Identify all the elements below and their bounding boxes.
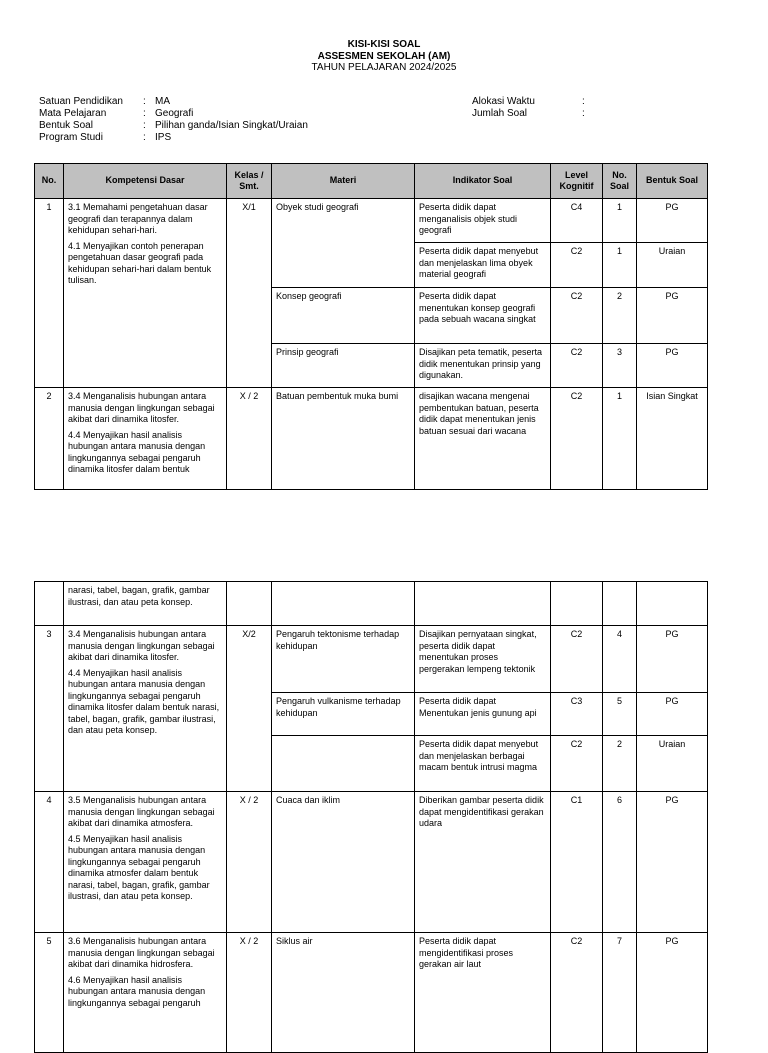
kd-text: 4.6 Menyajikan hasil analisis hubungan antara manusia dengan lingkungannya sebagai pengaruh <box>68 974 206 1008</box>
meta-row <box>39 132 308 144</box>
meta-value: Pilihan ganda/Isian Singkat/Uraian <box>155 120 308 131</box>
no-soal-cell <box>603 582 637 626</box>
meta-row <box>472 108 594 120</box>
kisi-table-page-2 <box>34 581 708 1053</box>
kd-text: 3.1 Memahami pengetahuan dasar geografi dan terapannya dalam kehidupan sehari-hari. <box>68 202 208 235</box>
meta-sep: : <box>143 108 146 119</box>
bentuk-soal-cell: PG <box>637 288 708 344</box>
materi-cell: Siklus air <box>272 933 415 1053</box>
doc-title: KISI-KISI SOAL <box>347 39 421 50</box>
kelas-cell <box>227 582 272 626</box>
table-header-row <box>35 164 708 199</box>
bentuk-soal-cell: PG <box>637 626 708 693</box>
meta-value: Geografi <box>155 108 194 119</box>
indikator-cell: Diberikan gambar peserta didik dapat mengidentifikasi gerakan udara <box>415 792 551 933</box>
meta-value: MA <box>155 96 170 107</box>
header-no-soal: No. Soal <box>603 164 637 199</box>
materi-cell: Pengaruh vulkanisme terhadap kehidupan <box>272 693 415 736</box>
meta-sep: : <box>143 96 146 107</box>
bentuk-soal-cell: PG <box>637 199 708 243</box>
bentuk-soal-cell: Uraian <box>637 243 708 288</box>
meta-row <box>39 96 308 108</box>
kelas-cell: X / 2 <box>227 388 272 490</box>
no-soal-cell: 4 <box>603 626 637 693</box>
materi-cell: Batuan pembentuk muka bumi <box>272 388 415 490</box>
indikator-cell: disajikan wacana mengenai pembentukan batuan, peserta didik dapat menentukan jenis batuan sesuai dari wacana <box>415 388 551 490</box>
bentuk-soal-cell <box>637 582 708 626</box>
kelas-cell: X/2 <box>227 626 272 792</box>
doc-subtitle: ASSESMEN SEKOLAH (AM) <box>317 50 451 62</box>
kd-text: 4.5 Menyajikan hasil analisis hubungan antara manusia dengan lingkungannya sebagai pengaruh dinamika atmosfer dalam bentuk narasi, tabel, bagan, grafik, gambar ilustrasi, dan atau peta konsep. <box>68 833 210 901</box>
table-row <box>35 933 708 1053</box>
indikator-cell: Disajikan pernyataan singkat, peserta didik dapat menentukan proses pergerakan lempeng tektonik <box>415 626 551 693</box>
meta-label: Bentuk Soal <box>39 120 93 131</box>
level-cell: C4 <box>551 199 603 243</box>
meta-right <box>472 96 594 120</box>
indikator-cell: Peserta didik dapat menentukan konsep geografi pada sebuah wacana singkat <box>415 288 551 344</box>
bentuk-soal-cell: PG <box>637 344 708 388</box>
materi-cell: Konsep geografi <box>272 288 415 344</box>
level-cell: C2 <box>551 243 603 288</box>
meta-row <box>39 120 308 132</box>
indikator-cell: Peserta didik dapat mengidentifikasi proses gerakan air laut <box>415 933 551 1053</box>
kd-text: 3.4 Menganalisis hubungan antara manusia dengan lingkungan sebagai akibat dari dinamika litosfer. <box>68 391 215 424</box>
row-no: 3 <box>35 626 64 792</box>
meta-left <box>39 96 308 144</box>
indikator-cell <box>415 582 551 626</box>
kd-text: 4.1 Menyajikan contoh penerapan pengetahuan dasar geografi pada kehidupan sehari-hari dalam bentuk tulisan. <box>68 240 212 285</box>
row-no: 2 <box>35 388 64 490</box>
kompetensi-dasar-cell <box>64 388 227 490</box>
materi-cell: Pengaruh tektonisme terhadap kehidupan <box>272 626 415 693</box>
meta-row <box>472 96 594 108</box>
no-soal-cell: 1 <box>603 243 637 288</box>
header-materi: Materi <box>272 164 415 199</box>
no-soal-cell: 3 <box>603 344 637 388</box>
doc-year: TAHUN PELAJARAN 2024/2025 <box>311 62 457 73</box>
level-cell: C3 <box>551 693 603 736</box>
materi-cell <box>272 736 415 792</box>
indikator-cell: Peserta didik dapat menyebut dan menjelaskan lima obyek material geografi <box>415 243 551 288</box>
table-row <box>35 582 708 626</box>
bentuk-soal-cell: Uraian <box>637 736 708 792</box>
kompetensi-dasar-cell <box>64 582 227 626</box>
row-no: 4 <box>35 792 64 933</box>
materi-cell <box>272 582 415 626</box>
bentuk-soal-cell: PG <box>637 792 708 933</box>
kompetensi-dasar-cell <box>64 933 227 1053</box>
level-cell: C1 <box>551 792 603 933</box>
kd-text: 3.6 Menganalisis hubungan antara manusia dengan lingkungan sebagai akibat dari dinamika hidrosfera. <box>68 936 215 969</box>
no-soal-cell: 7 <box>603 933 637 1053</box>
kompetensi-dasar-cell <box>64 626 227 792</box>
kisi-table-page-1 <box>34 163 708 490</box>
no-soal-cell: 2 <box>603 288 637 344</box>
kd-text: 4.4 Menyajikan hasil analisis hubungan antara manusia dengan lingkungannya sebagai pengaruh dinamika litosfer dalam bentuk narasi, tabel, bagan, grafik, gambar ilustrasi, dan atau peta konsep. <box>68 667 220 735</box>
row-no <box>35 582 64 626</box>
bentuk-soal-cell: PG <box>637 933 708 1053</box>
header-kelas: Kelas / Smt. <box>227 164 272 199</box>
bentuk-soal-cell: Isian Singkat <box>637 388 708 490</box>
meta-sep: : <box>143 120 146 131</box>
no-soal-cell: 2 <box>603 736 637 792</box>
kelas-cell: X/1 <box>227 199 272 388</box>
meta-sep: : <box>582 96 585 107</box>
header-indikator: Indikator Soal <box>415 164 551 199</box>
row-no: 1 <box>35 199 64 388</box>
level-cell: C2 <box>551 933 603 1053</box>
table-row <box>35 388 708 490</box>
kd-text: narasi, tabel, bagan, grafik, gambar ilustrasi, dan atau peta konsep. <box>68 585 210 607</box>
meta-label: Program Studi <box>39 132 103 143</box>
kd-text: 3.5 Menganalisis hubungan antara manusia dengan lingkungan sebagai akibat dari dinamika atmosfera. <box>68 795 215 828</box>
kompetensi-dasar-cell <box>64 199 227 388</box>
table-row <box>35 792 708 933</box>
kelas-cell: X / 2 <box>227 933 272 1053</box>
no-soal-cell: 1 <box>603 388 637 490</box>
kd-text: 4.4 Menyajikan hasil analisis hubungan antara manusia dengan lingkungannya sebagai pengaruh dinamika litosfer dalam bentuk <box>68 429 206 474</box>
meta-value: IPS <box>155 132 172 143</box>
bentuk-soal-cell: PG <box>637 693 708 736</box>
meta-sep: : <box>582 108 585 119</box>
meta-label: Satuan Pendidikan <box>39 96 123 107</box>
no-soal-cell: 5 <box>603 693 637 736</box>
indikator-cell: Disajikan peta tematik, peserta didik menentukan prinsip yang digunakan. <box>415 344 551 388</box>
table-row <box>35 626 708 693</box>
indikator-cell: Peserta didik dapat Menentukan jenis gunung api <box>415 693 551 736</box>
materi-cell: Cuaca dan iklim <box>272 792 415 933</box>
no-soal-cell: 1 <box>603 199 637 243</box>
level-cell: C2 <box>551 288 603 344</box>
table-row <box>35 199 708 243</box>
level-cell <box>551 582 603 626</box>
indikator-cell: Peserta didik dapat menganalisis objek studi geografi <box>415 199 551 243</box>
header-level: Level Kognitif <box>551 164 603 199</box>
meta-row <box>39 108 308 120</box>
materi-cell: Prinsip geografi <box>272 344 415 388</box>
level-cell: C2 <box>551 388 603 490</box>
kd-text: 3.4 Menganalisis hubungan antara manusia dengan lingkungan sebagai akibat dari dinamika litosfer. <box>68 629 215 662</box>
kompetensi-dasar-cell <box>64 792 227 933</box>
meta-label: Jumlah Soal <box>472 108 528 119</box>
kelas-cell: X / 2 <box>227 792 272 933</box>
level-cell: C2 <box>551 736 603 792</box>
level-cell: C2 <box>551 344 603 388</box>
indikator-cell: Peserta didik dapat menyebut dan menjelaskan berbagai macam bentuk intrusi magma <box>415 736 551 792</box>
header-no: No. <box>35 164 64 199</box>
meta-label: Alokasi Waktu <box>472 96 535 107</box>
header-bentuk-soal: Bentuk Soal <box>637 164 708 199</box>
header-kompetensi-dasar: Kompetensi Dasar <box>64 164 227 199</box>
level-cell: C2 <box>551 626 603 693</box>
no-soal-cell: 6 <box>603 792 637 933</box>
meta-label: Mata Pelajaran <box>39 108 107 119</box>
row-no: 5 <box>35 933 64 1053</box>
materi-cell: Obyek studi geografi <box>272 199 415 288</box>
meta-sep: : <box>143 132 146 143</box>
